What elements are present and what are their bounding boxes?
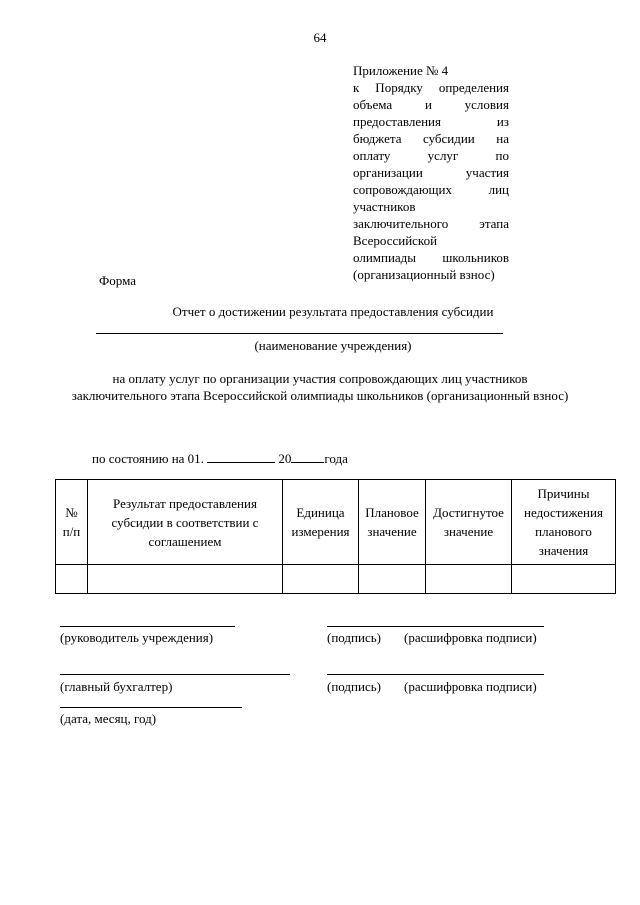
head-sign-decode-line[interactable]	[327, 626, 544, 627]
appendix-line: организации участия	[353, 165, 509, 180]
report-table	[55, 479, 616, 594]
col-header-result: Результат предоставления субсидии в соответствии с соглашением	[88, 480, 283, 565]
purpose-line: заключительного этапа Всероссийской олимпиады школьников (организационный взнос)	[71, 388, 569, 403]
report-date-line	[92, 450, 348, 467]
date-year-blank[interactable]	[291, 450, 324, 463]
appendix-line: олимпиады школьников	[353, 250, 509, 265]
status-year-prefix: 20	[278, 451, 292, 466]
date-month-blank[interactable]	[207, 450, 275, 463]
report-title: Отчет о достижении результата предоставления субсидии	[172, 304, 494, 319]
appendix-block	[353, 62, 509, 283]
accountant-signature-line[interactable]	[60, 674, 290, 675]
accountant-decode-caption: (расшифровка подписи)	[404, 679, 537, 694]
status-suffix: года	[324, 451, 348, 466]
institution-caption: (наименование учреждения)	[254, 338, 412, 353]
appendix-line: Всероссийской	[353, 233, 438, 248]
appendix-line: заключительного этапа	[353, 216, 509, 231]
appendix-line: оплату услуг по	[353, 148, 509, 163]
col-header-reasons: Причины недостижения планового значения	[512, 480, 616, 565]
appendix-line: предоставления из	[353, 114, 509, 129]
table-header-row	[56, 480, 616, 565]
head-signature-line[interactable]	[60, 626, 235, 627]
table-row	[56, 565, 616, 594]
appendix-line: Приложение № 4	[353, 63, 449, 78]
accountant-sign-decode-line[interactable]	[327, 674, 544, 675]
appendix-line: к Порядку определения	[353, 80, 509, 95]
col-header-achieved: Достигнутое значение	[426, 480, 512, 565]
head-decode-caption: (расшифровка подписи)	[404, 630, 537, 645]
date-line[interactable]	[60, 707, 242, 708]
form-label: Форма	[99, 273, 136, 288]
table-cell[interactable]	[56, 565, 88, 594]
col-header-number: № п/п	[56, 480, 88, 565]
col-header-unit: Единица измерения	[283, 480, 359, 565]
institution-name-line[interactable]	[96, 333, 503, 334]
appendix-line: объема и условия	[353, 97, 509, 112]
table-cell[interactable]	[283, 565, 359, 594]
page-number: 64	[313, 30, 327, 45]
table-cell[interactable]	[88, 565, 283, 594]
table-cell[interactable]	[426, 565, 512, 594]
appendix-line: бюджета субсидии на	[353, 131, 509, 146]
accountant-signature-caption: (подпись)	[327, 679, 381, 694]
table-cell[interactable]	[359, 565, 426, 594]
accountant-label: (главный бухгалтер)	[60, 679, 173, 694]
head-signature-caption: (подпись)	[327, 630, 381, 645]
appendix-line: сопровождающих лиц	[353, 182, 509, 197]
date-label: (дата, месяц, год)	[60, 711, 157, 726]
status-prefix: по состоянию на 01.	[92, 451, 204, 466]
col-header-planned: Плановое значение	[359, 480, 426, 565]
purpose-line: на оплату услуг по организации участия сопровождающих лиц участников	[112, 371, 528, 386]
appendix-line: (организационный взнос)	[353, 267, 495, 282]
head-label: (руководитель учреждения)	[60, 630, 214, 645]
appendix-line: участников	[353, 199, 416, 214]
report-purpose	[0, 370, 640, 404]
table-cell[interactable]	[512, 565, 616, 594]
